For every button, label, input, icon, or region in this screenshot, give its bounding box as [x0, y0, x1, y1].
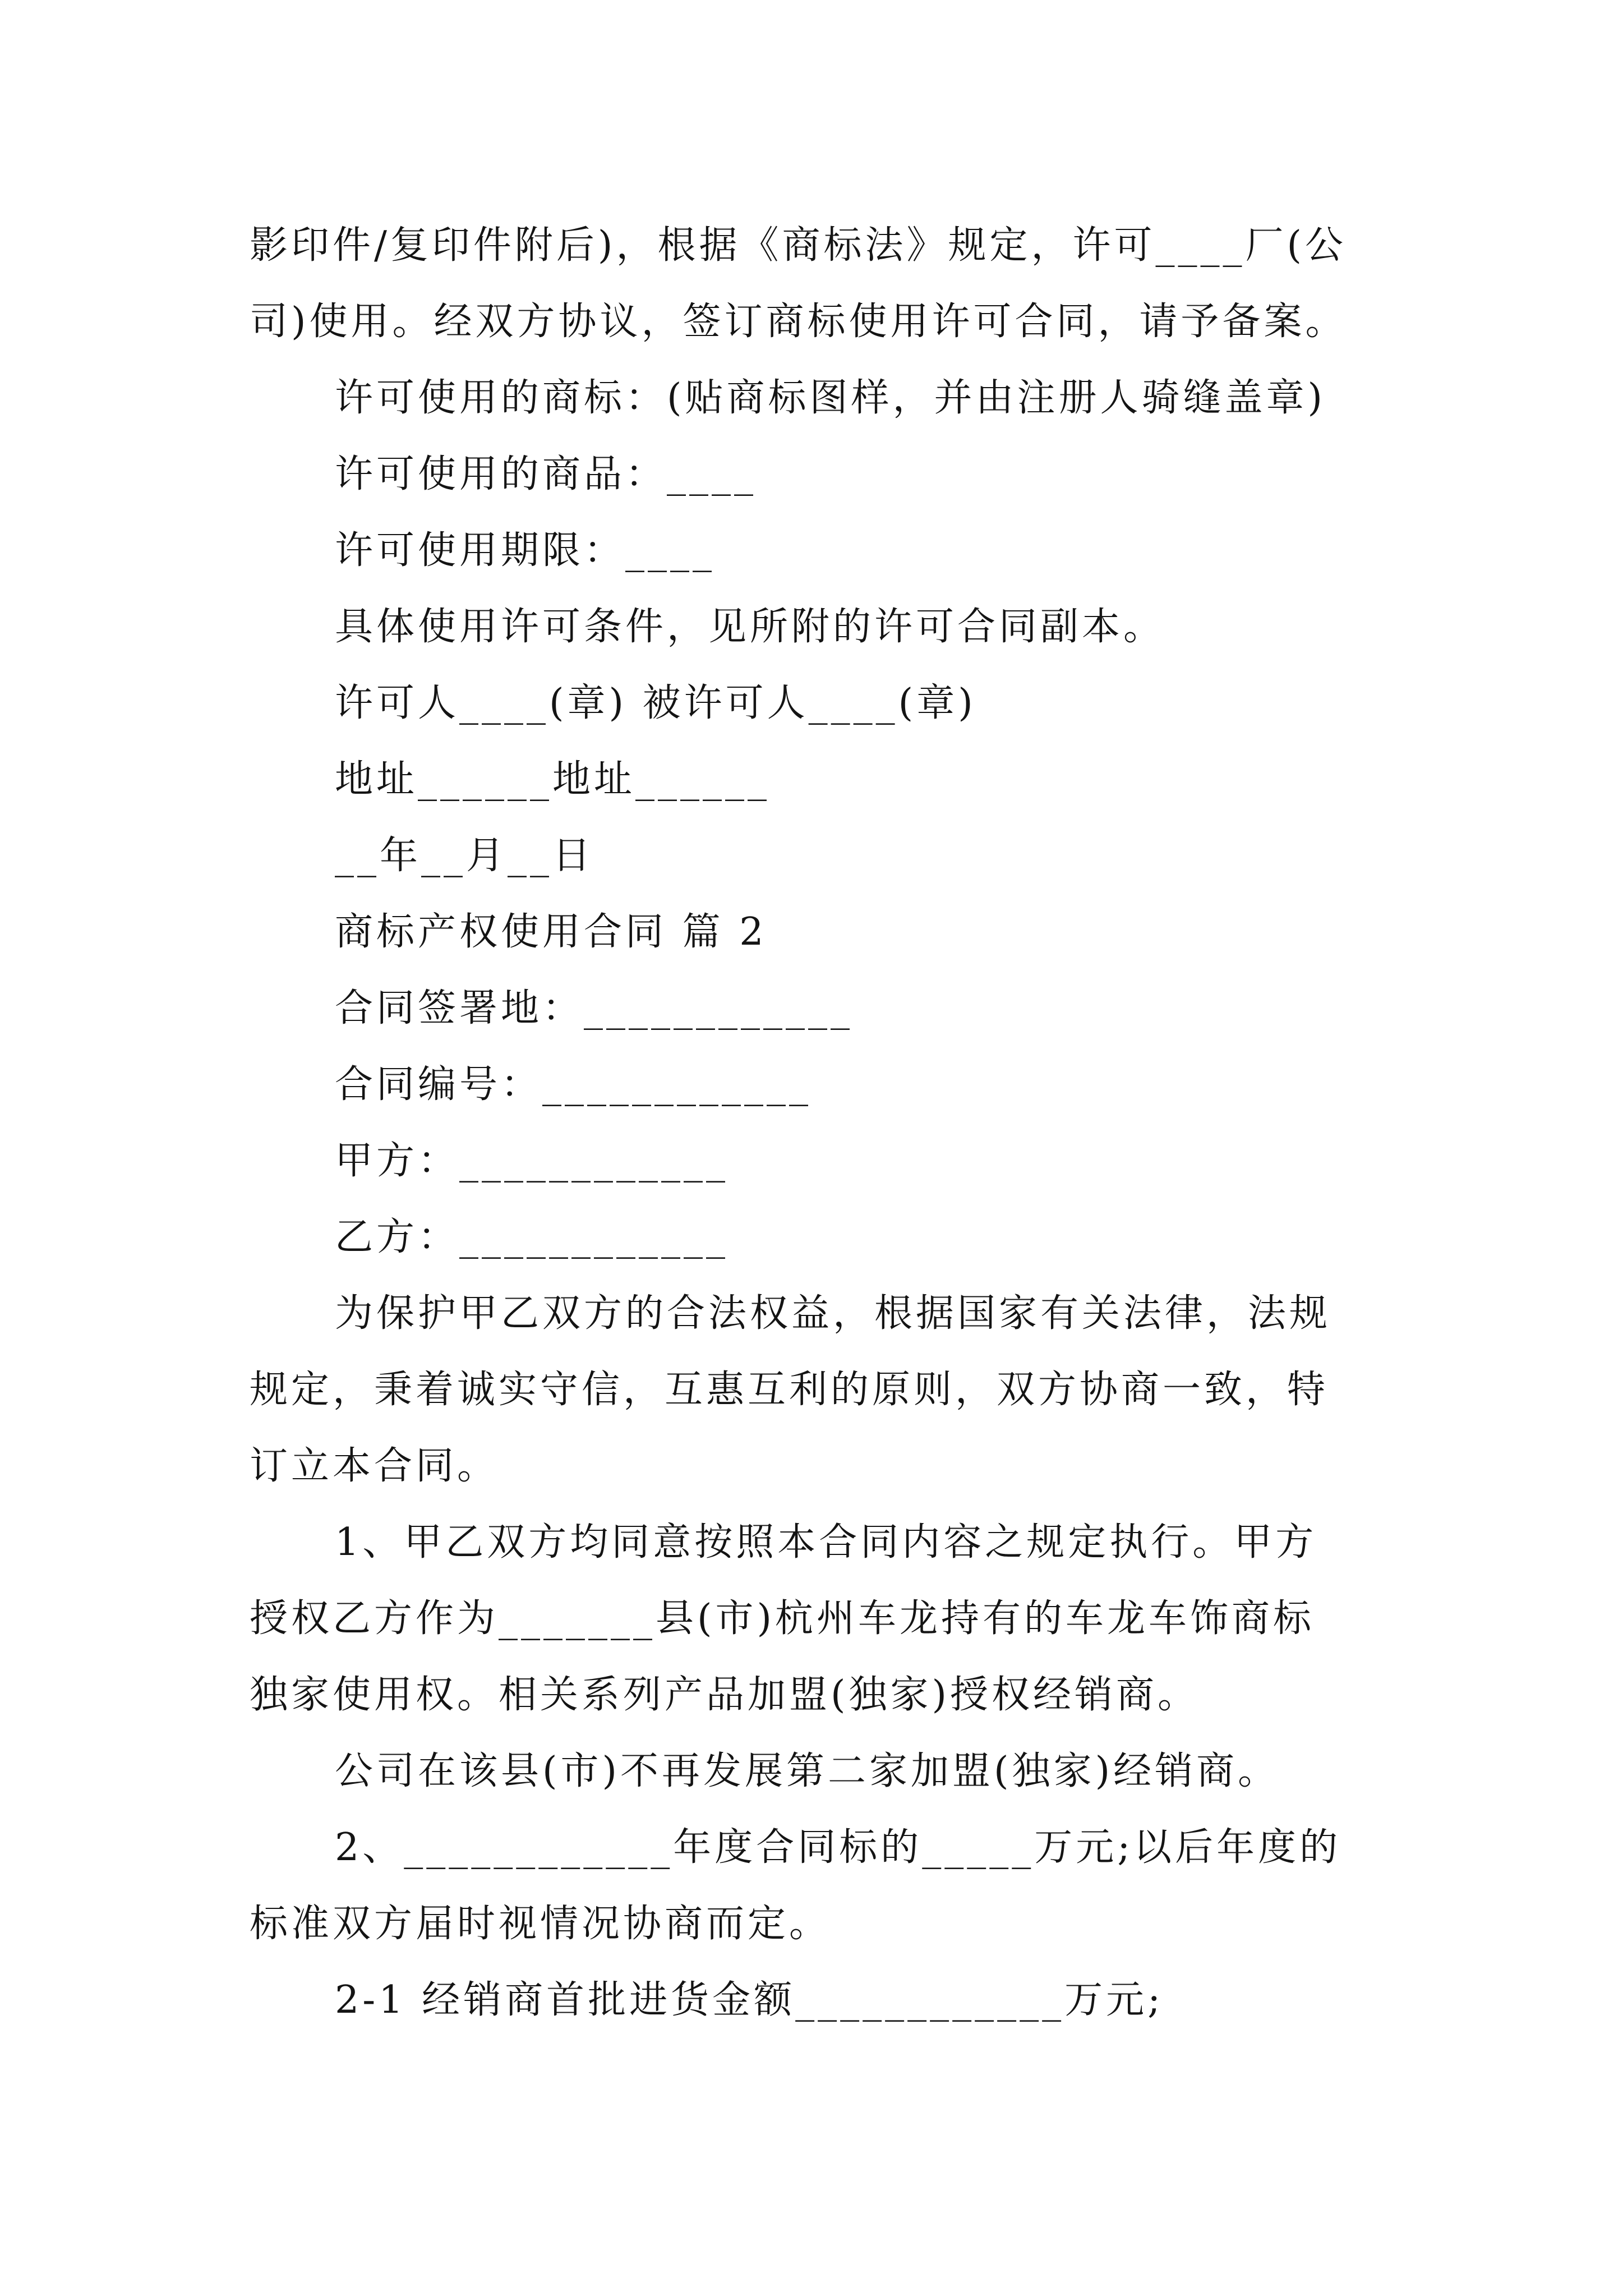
- contract-number-line: 合同编号：____________: [335, 1062, 812, 1107]
- clause-1-line: 授权乙方作为_______县(市)杭州车龙持有的车龙车饰商标: [250, 1596, 1315, 1641]
- paragraph-line: 公司在该县(市)不再发展第二家加盟(独家)经销商。: [335, 1749, 1280, 1793]
- paragraph-line: 订立本合同。: [250, 1444, 499, 1488]
- signing-place-line: 合同签署地：____________: [335, 986, 854, 1030]
- clause-2-1-line: 2-1 经销商首批进货金额____________万元;: [335, 1978, 1164, 2022]
- conditions-line: 具体使用许可条件，见所附的许可合同副本。: [335, 605, 1165, 649]
- paragraph-line: 为保护甲乙双方的合法权益，根据国家有关法律，法规: [335, 1291, 1331, 1336]
- goods-line: 许可使用的商品：____: [335, 452, 757, 496]
- paragraph-line: 司)使用。经双方协议，签订商标使用许可合同，请予备案。: [250, 300, 1347, 344]
- clause-2-line: 2、____________年度合同标的_____万元;以后年度的: [335, 1825, 1341, 1870]
- address-line: 地址______地址______: [335, 757, 771, 802]
- trademark-line: 许可使用的商标：(贴商标图样，并由注册人骑缝盖章): [335, 376, 1326, 420]
- clause-1-line: 独家使用权。相关系列产品加盟(独家)授权经销商。: [250, 1673, 1200, 1717]
- document-body: [250, 208, 1388, 2039]
- paragraph-line: 规定，秉着诚实守信，互惠互利的原则，双方协商一致，特: [250, 1368, 1329, 1412]
- party-b-line: 乙方：____________: [335, 1215, 729, 1259]
- term-line: 许可使用期限：____: [335, 528, 716, 573]
- date-line: __年__月__日: [335, 834, 594, 878]
- party-a-line: 甲方：____________: [335, 1139, 729, 1183]
- section-title: 商标产权使用合同 篇 2: [335, 910, 767, 954]
- clause-2-line: 标准双方届时视情况协商而定。: [250, 1902, 831, 1946]
- licensor-line: 许可人____(章) 被许可人____(章): [335, 681, 976, 725]
- paragraph-line: 影印件/复印件附后)，根据《商标法》规定，许可____厂(公: [250, 223, 1347, 268]
- clause-1-line: 1、甲乙双方均同意按照本合同内容之规定执行。甲方: [335, 1520, 1317, 1565]
